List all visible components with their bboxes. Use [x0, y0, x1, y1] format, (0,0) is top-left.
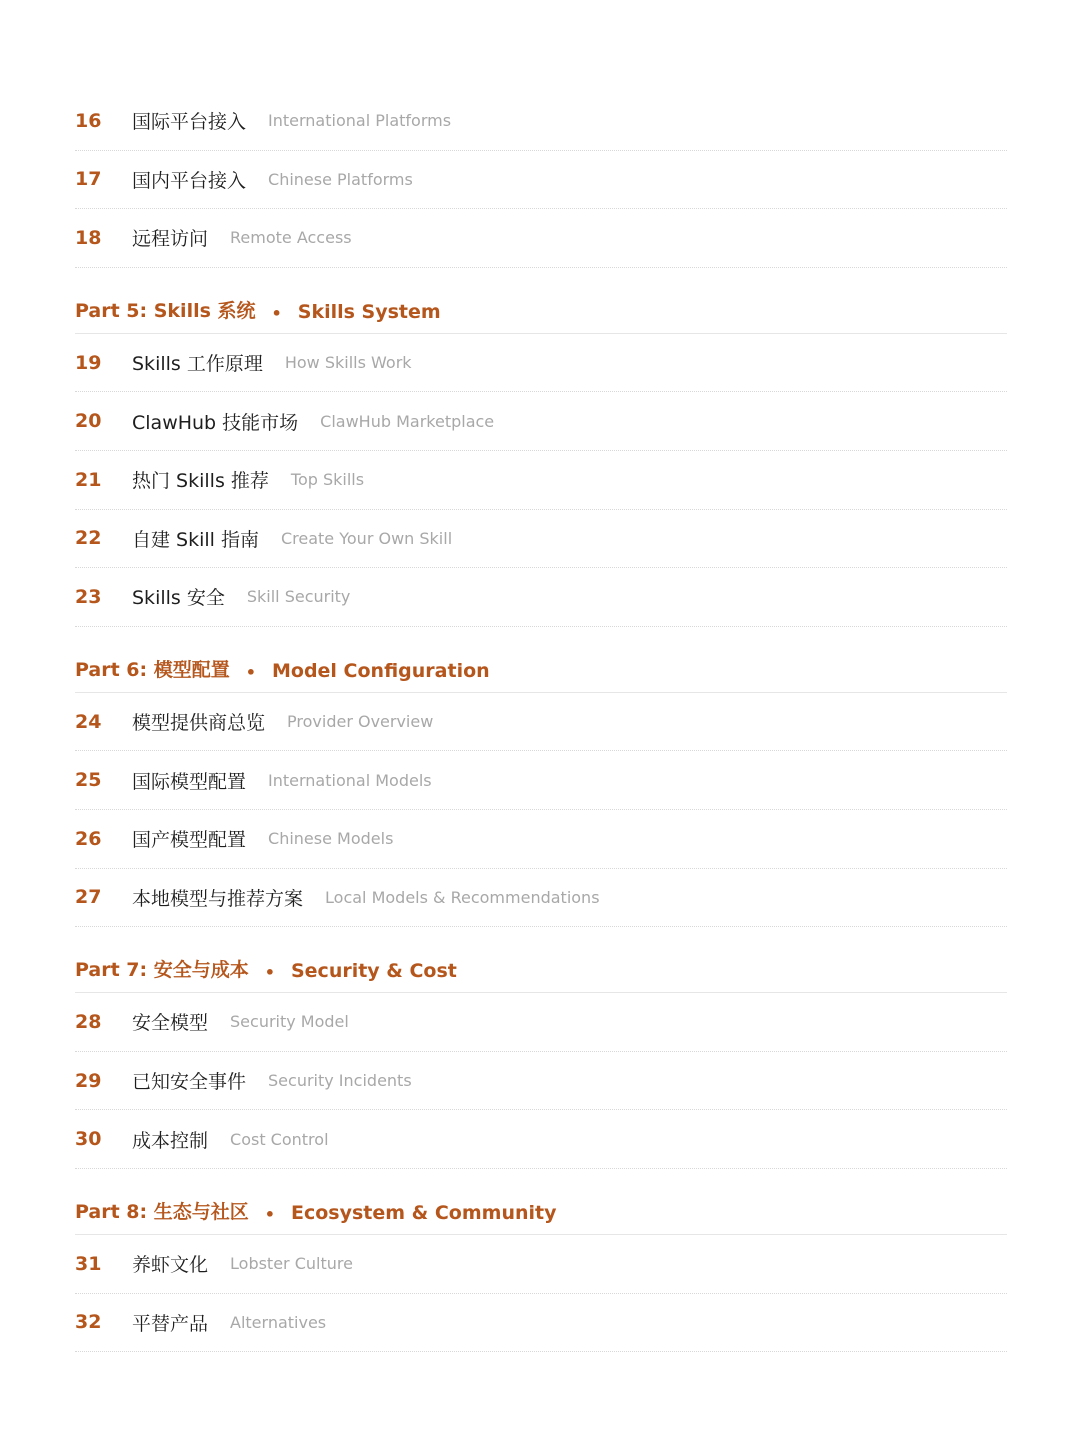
separator-dot: • — [264, 963, 275, 983]
toc-entry-20[interactable] — [75, 392, 1007, 451]
entry-title-en: Skill Security — [246, 587, 351, 607]
entry-title-cn: 本地模型与推荐方案 — [132, 887, 304, 910]
entry-title-cn: 国产模型配置 — [132, 829, 247, 852]
part-5-heading[interactable] — [75, 268, 1007, 334]
entry-number: 21 — [75, 468, 102, 491]
part-title-en: Ecosystem & Community — [290, 1201, 557, 1224]
toc-entry-17[interactable] — [75, 151, 1007, 210]
toc-entry-23[interactable] — [75, 568, 1007, 627]
entry-title-en: Cost Control — [230, 1129, 329, 1149]
entry-title-en: Remote Access — [230, 228, 352, 248]
entry-title-en: International Models — [268, 770, 432, 790]
entry-title-en: Create Your Own Skill — [280, 528, 453, 548]
entry-number: 22 — [75, 527, 102, 550]
entry-title-cn: ClawHub 技能市场 — [132, 411, 299, 434]
toc-entry-32[interactable] — [75, 1294, 1007, 1353]
part-title-en: Model Configuration — [271, 659, 490, 682]
separator-dot: • — [271, 303, 282, 323]
part-6-heading[interactable] — [75, 627, 1007, 693]
toc-entry-24[interactable] — [75, 693, 1007, 752]
entry-title-en: Security Model — [230, 1012, 349, 1032]
toc-entry-26[interactable] — [75, 810, 1007, 869]
part-title-en: Security & Cost — [290, 960, 457, 983]
entry-number: 16 — [75, 109, 102, 132]
toc-entry-18[interactable] — [75, 209, 1007, 268]
entry-number: 23 — [75, 585, 102, 608]
entry-title-cn: 国内平台接入 — [132, 169, 247, 192]
part-label: Part 5: Skills 系统 — [75, 299, 256, 322]
entry-title-en: International Platforms — [268, 111, 452, 131]
table-of-contents — [75, 92, 1007, 1352]
entry-title-cn: 远程访问 — [132, 228, 209, 251]
entry-title-cn: Skills 安全 — [132, 587, 225, 610]
toc-entry-28[interactable] — [75, 993, 1007, 1052]
entry-number: 27 — [75, 886, 102, 909]
entry-title-cn: 平替产品 — [132, 1312, 209, 1335]
part-label: Part 7: 安全与成本 — [75, 959, 249, 982]
toc-entry-25[interactable] — [75, 751, 1007, 810]
toc-entry-30[interactable] — [75, 1110, 1007, 1169]
entry-number: 20 — [75, 410, 102, 433]
entry-title-en: Lobster Culture — [230, 1254, 353, 1274]
toc-entry-21[interactable] — [75, 451, 1007, 510]
entry-title-en: Alternatives — [230, 1312, 327, 1332]
entry-number: 18 — [75, 226, 102, 249]
entry-title-en: Chinese Platforms — [268, 169, 413, 189]
toc-entry-29[interactable] — [75, 1052, 1007, 1111]
entry-title-cn: 热门 Skills 推荐 — [132, 470, 269, 493]
toc-entry-31[interactable] — [75, 1235, 1007, 1294]
part-label: Part 6: 模型配置 — [75, 658, 230, 681]
toc-entry-16[interactable] — [75, 92, 1007, 151]
part-label: Part 8: 生态与社区 — [75, 1200, 249, 1223]
toc-entry-19[interactable] — [75, 334, 1007, 393]
entry-title-en: Local Models & Recommendations — [325, 887, 600, 907]
entry-number: 24 — [75, 710, 102, 733]
entry-number: 29 — [75, 1069, 102, 1092]
entry-title-en: Chinese Models — [268, 829, 394, 849]
entry-number: 30 — [75, 1128, 102, 1151]
toc-entry-22[interactable] — [75, 510, 1007, 569]
entry-number: 26 — [75, 827, 102, 850]
entry-title-cn: 安全模型 — [132, 1012, 209, 1035]
entry-title-cn: 自建 Skill 指南 — [132, 528, 259, 551]
entry-title-cn: 养虾文化 — [132, 1254, 209, 1277]
entry-number: 32 — [75, 1311, 102, 1334]
entry-title-en: ClawHub Marketplace — [320, 411, 495, 431]
part-7-heading[interactable] — [75, 927, 1007, 993]
entry-number: 17 — [75, 168, 102, 191]
entry-title-cn: 国际平台接入 — [132, 111, 247, 134]
entry-title-cn: 成本控制 — [132, 1129, 209, 1152]
entry-title-en: Security Incidents — [268, 1071, 412, 1091]
separator-dot: • — [245, 662, 256, 682]
entry-number: 19 — [75, 351, 102, 374]
entry-title-cn: Skills 工作原理 — [132, 353, 263, 376]
entry-title-en: Top Skills — [290, 470, 365, 490]
entry-title-en: How Skills Work — [284, 353, 412, 373]
part-title-en: Skills System — [297, 300, 441, 323]
entry-number: 25 — [75, 769, 102, 792]
entry-title-cn: 国际模型配置 — [132, 770, 247, 793]
toc-entry-27[interactable] — [75, 869, 1007, 928]
separator-dot: • — [264, 1204, 275, 1224]
part-8-heading[interactable] — [75, 1169, 1007, 1235]
entry-number: 28 — [75, 1010, 102, 1033]
entry-title-cn: 已知安全事件 — [132, 1071, 247, 1094]
entry-title-en: Provider Overview — [287, 712, 434, 732]
entry-title-cn: 模型提供商总览 — [132, 712, 266, 735]
entry-number: 31 — [75, 1252, 102, 1275]
